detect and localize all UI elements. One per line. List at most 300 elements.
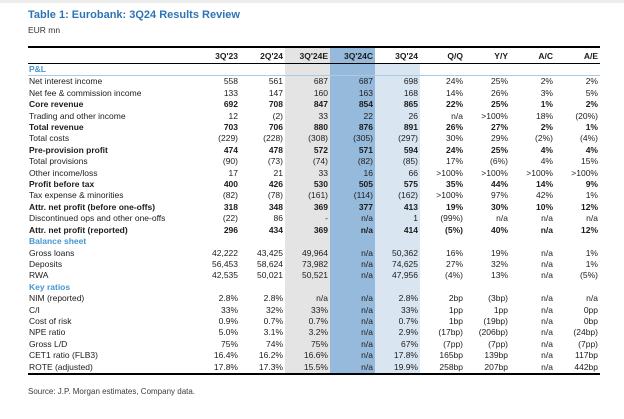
cell: n/a (330, 293, 375, 304)
cell: 687 (285, 76, 330, 88)
cell: n/a (541, 270, 553, 281)
cell: (78) (267, 190, 283, 201)
cell: 1 (375, 213, 420, 224)
cell: 1% (585, 122, 598, 133)
cell: 97% (490, 190, 508, 201)
cell: 3% (540, 87, 553, 98)
cell: (161) (285, 190, 330, 201)
cell: 165bp (439, 350, 463, 361)
cell: 0.7% (263, 315, 283, 326)
cell: 19% (445, 201, 463, 212)
table-row (28, 88, 600, 99)
cell: 891 (375, 122, 420, 133)
table-row (28, 339, 600, 350)
row-label: Net interest income (29, 76, 103, 87)
cell: (82) (330, 156, 375, 167)
cell: 42,222 (212, 247, 238, 258)
row-label: Discontinued ops and other one-offs (29, 213, 166, 224)
cell (555, 282, 600, 293)
cell: (82) (222, 190, 238, 201)
cell: 19% (490, 247, 508, 258)
cell (510, 282, 555, 293)
cell: 74,625 (375, 259, 420, 270)
cell: n/a (285, 293, 330, 304)
cell: (2%) (535, 133, 553, 144)
cell: 30% (490, 201, 508, 212)
row-label: Gross loans (29, 247, 75, 258)
row-label: Core revenue (29, 99, 84, 110)
cell: 12% (580, 201, 598, 212)
cell: 17 (228, 167, 238, 178)
cell (465, 64, 510, 76)
cell: n/a (330, 248, 375, 259)
cell: >100% (481, 167, 508, 178)
cell: 426 (268, 179, 283, 190)
cell: 348 (268, 201, 283, 212)
cell: 10% (535, 201, 553, 212)
cell: n/a (541, 293, 553, 304)
cell: - (285, 213, 330, 224)
cell: 50,021 (257, 270, 283, 281)
cell: 15% (580, 156, 598, 167)
cell: (22) (222, 213, 238, 224)
cell: 865 (375, 99, 420, 110)
cell: (6%) (490, 156, 508, 167)
cell: 0.7% (375, 316, 420, 327)
column-header: A/C (510, 47, 555, 64)
row-label: Total provisions (29, 156, 88, 167)
cell: 1% (585, 247, 598, 258)
row-label-header (28, 47, 195, 64)
table-row (28, 190, 600, 201)
cell: 168 (375, 88, 420, 99)
cell: 854 (330, 99, 375, 110)
cell: 2% (540, 76, 553, 87)
cell: 44% (490, 179, 508, 190)
table-row (28, 122, 600, 133)
cell: 16.2% (258, 350, 283, 361)
cell: n/a (541, 213, 553, 224)
row-label: Tax expense & minorities (29, 190, 124, 201)
cell: (297) (375, 133, 420, 144)
column-header: 3Q'24E (285, 47, 330, 64)
cell (465, 236, 510, 247)
cell: 847 (285, 99, 330, 110)
cell: n/a (541, 304, 553, 315)
cell: (3bp) (488, 293, 508, 304)
section-row (28, 64, 600, 76)
cell: 67% (375, 339, 420, 350)
cell: 17.8% (375, 350, 420, 361)
table-row (28, 179, 600, 190)
table-row (28, 111, 600, 122)
cell: 50,521 (285, 270, 330, 281)
cell: 0pp (583, 304, 598, 315)
report-table-panel (28, 9, 602, 396)
cell: >100% (436, 167, 463, 178)
cell: n/a (541, 258, 553, 269)
cell (555, 64, 600, 76)
cell: (85) (375, 156, 420, 167)
cell: >100% (571, 167, 598, 178)
cell: 17.8% (195, 362, 240, 374)
cell (420, 64, 465, 76)
cell: (5%) (580, 270, 598, 281)
cell: 117bp (574, 350, 598, 361)
cell: 2bp (448, 293, 463, 304)
cell: 400 (223, 179, 238, 190)
row-label: C/I (29, 304, 40, 315)
cell: 3.2% (285, 327, 330, 338)
row-label: P&L (28, 64, 195, 76)
column-header: A/E (555, 47, 600, 64)
cell: >100% (436, 190, 463, 201)
cell: n/a (586, 213, 598, 224)
cell: 27% (445, 258, 463, 269)
cell (285, 282, 330, 293)
cell: 25% (490, 99, 508, 110)
cell: 2.9% (375, 327, 420, 338)
row-label: ROTE (adjusted) (28, 362, 195, 374)
cell: 32% (490, 258, 508, 269)
cell: 17.3% (240, 362, 285, 374)
cell: (19bp) (483, 315, 508, 326)
cell: 558 (223, 76, 238, 87)
cell: 49,964 (285, 248, 330, 259)
cell: 2% (585, 76, 598, 87)
cell: 13% (490, 270, 508, 281)
window-top-strip (0, 0, 624, 3)
cell: 1pp (493, 304, 508, 315)
row-label: NIM (reported) (29, 293, 85, 304)
cell: 26% (445, 122, 463, 133)
cell: 687 (330, 76, 375, 88)
table-row (28, 305, 600, 316)
cell: 16.6% (285, 350, 330, 361)
cell (240, 282, 285, 293)
cell (195, 236, 240, 247)
cell: >100% (526, 167, 553, 178)
cell: 0bp (583, 315, 598, 326)
row-label: CET1 ratio (FLB3) (29, 350, 98, 361)
cell: 369 (285, 202, 330, 213)
cell: 1% (585, 190, 598, 201)
header-row (28, 47, 600, 64)
results-table (28, 46, 600, 375)
cell: 24% (445, 76, 463, 87)
table-row (28, 133, 600, 144)
cell: 33% (375, 305, 420, 316)
cell: n/a (330, 259, 375, 270)
table-row (28, 202, 600, 213)
cell: 50,362 (375, 248, 420, 259)
cell (240, 64, 285, 76)
cell: 0.9% (218, 315, 238, 326)
cell: 1% (540, 99, 553, 110)
cell: 25% (490, 144, 508, 155)
cell: (2) (272, 110, 283, 121)
cell: 33% (220, 304, 238, 315)
cell: 22 (330, 111, 375, 122)
row-label: RWA (29, 270, 49, 281)
cell: (24bp) (573, 327, 598, 338)
cell: 9% (585, 179, 598, 190)
cell: 47,956 (375, 270, 420, 281)
cell: n/a (586, 293, 598, 304)
row-label: Gross L/D (29, 338, 68, 349)
cell (330, 282, 375, 293)
cell: 3.1% (263, 327, 283, 338)
column-header: 2Q'24 (240, 47, 285, 64)
cell (240, 236, 285, 247)
cell: 2% (585, 99, 598, 110)
cell: 575 (375, 179, 420, 190)
cell: 708 (268, 99, 283, 110)
cell: >100% (481, 110, 508, 121)
cell: n/a (330, 316, 375, 327)
cell: 147 (268, 87, 283, 98)
cell: 876 (330, 122, 375, 133)
cell: (74) (285, 156, 330, 167)
cell: 42,535 (212, 270, 238, 281)
cell: 18% (535, 110, 553, 121)
table-row (28, 213, 600, 224)
cell: 0.7% (285, 316, 330, 327)
cell (420, 282, 465, 293)
table-row (28, 293, 600, 304)
cell: n/a (330, 270, 375, 281)
table-row (28, 145, 600, 156)
cell: (7pp) (443, 338, 463, 349)
cell: (4%) (580, 133, 598, 144)
cell: n/a (541, 327, 553, 338)
row-label: Cost of risk (29, 315, 72, 326)
cell: 1bp (448, 315, 463, 326)
cell: 2.8% (218, 293, 238, 304)
cell: (73) (267, 156, 283, 167)
table-row (28, 350, 600, 361)
table-row (28, 99, 600, 110)
cell: 12 (228, 110, 238, 121)
cell: 571 (330, 145, 375, 156)
cell: 32% (265, 304, 283, 315)
cell: (17bp) (438, 327, 463, 338)
cell: 74% (265, 338, 283, 349)
cell: n/a (330, 305, 375, 316)
cell: 478 (268, 144, 283, 155)
cell: 318 (223, 201, 238, 212)
cell: 27% (490, 122, 508, 133)
source-note: Source: J.P. Morgan estimates, Company data. (28, 386, 196, 396)
cell: (20%) (575, 110, 598, 121)
row-label: Balance sheet (29, 236, 87, 247)
cell: n/a (330, 350, 375, 361)
table-row (28, 168, 600, 179)
section-row (28, 282, 600, 293)
table-row (28, 316, 600, 327)
cell: n/a (330, 327, 375, 338)
cell (330, 64, 375, 76)
cell (375, 64, 420, 76)
cell: 163 (330, 88, 375, 99)
cell: (308) (285, 133, 330, 144)
table-row (28, 259, 600, 270)
cell: 26% (490, 87, 508, 98)
cell: (7pp) (488, 338, 508, 349)
column-header: Q/Q (420, 47, 465, 64)
cell: 16.4% (213, 350, 238, 361)
cell: 572 (285, 145, 330, 156)
results-table-body (28, 64, 600, 374)
cell: 42% (535, 190, 553, 201)
cell: 4% (540, 144, 553, 155)
cell: 442bp (555, 362, 600, 374)
cell: 698 (375, 76, 420, 88)
cell: 35% (445, 179, 463, 190)
cell: 14% (535, 179, 553, 190)
cell: (4%) (445, 270, 463, 281)
cell: 12% (580, 224, 598, 235)
cell: 5.0% (218, 327, 238, 338)
cell: 4% (585, 144, 598, 155)
cell: 33 (285, 168, 330, 179)
cell: n/a (330, 225, 375, 236)
row-label: Total costs (29, 133, 70, 144)
cell (510, 64, 555, 76)
cell: 2.8% (263, 293, 283, 304)
cell: (305) (330, 133, 375, 144)
cell: 258bp (420, 362, 465, 374)
column-header: 3Q'24 (375, 47, 420, 64)
cell: n/a (451, 110, 463, 121)
column-header: Y/Y (465, 47, 510, 64)
cell: 413 (375, 202, 420, 213)
cell (285, 236, 330, 247)
cell (195, 282, 240, 293)
cell: n/a (330, 213, 375, 224)
cell (375, 236, 420, 247)
cell: 139bp (484, 350, 508, 361)
cell: (99%) (440, 213, 463, 224)
cell: 29% (490, 133, 508, 144)
cell: 30% (445, 133, 463, 144)
cell: 40% (490, 224, 508, 235)
cell: 86 (273, 213, 283, 224)
cell: 505 (330, 179, 375, 190)
cell: 530 (285, 179, 330, 190)
cell: 207bp (465, 362, 510, 374)
cell: 594 (375, 145, 420, 156)
cell: n/a (540, 224, 553, 235)
cell: 75% (220, 338, 238, 349)
cell: 703 (223, 122, 238, 133)
row-label: Deposits (29, 258, 63, 269)
cell: n/a (541, 350, 553, 361)
cell: 21 (273, 167, 283, 178)
cell: 25% (490, 76, 508, 87)
cell: 75% (285, 339, 330, 350)
cell: 4% (540, 156, 553, 167)
cell: 414 (375, 225, 420, 236)
cell (465, 282, 510, 293)
cell: 133 (223, 87, 238, 98)
row-label: Pre-provision profit (29, 144, 108, 155)
cell: 5% (585, 87, 598, 98)
cell: (7pp) (578, 338, 598, 349)
cell: 66 (375, 168, 420, 179)
row-label: Trading and other income (29, 110, 126, 121)
cell: 33 (285, 111, 330, 122)
cell: 160 (285, 88, 330, 99)
row-label: Attr. net profit (reported) (29, 224, 128, 235)
cell (555, 236, 600, 247)
row-label: Total revenue (29, 122, 84, 133)
cell (510, 236, 555, 247)
cell (375, 282, 420, 293)
table-row (28, 225, 600, 236)
cell: 43,425 (257, 247, 283, 258)
cell: 56,453 (212, 258, 238, 269)
cell: 26 (375, 111, 420, 122)
cell: 16 (330, 168, 375, 179)
table-row (28, 248, 600, 259)
cell (195, 64, 240, 76)
row-label: Attr. net profit (before one-offs) (29, 201, 156, 212)
cell: 561 (268, 76, 283, 87)
results-table-head (28, 47, 600, 64)
cell: 880 (285, 122, 330, 133)
cell: n/a (510, 362, 555, 374)
cell: 1% (585, 258, 598, 269)
cell: (5%) (445, 224, 463, 235)
cell: 17% (445, 156, 463, 167)
column-header: 3Q'24C (330, 47, 375, 64)
cell: n/a (541, 338, 553, 349)
row-label: Net fee & commission income (29, 87, 142, 98)
cell: 73,982 (285, 259, 330, 270)
cell: 16% (445, 247, 463, 258)
cell: n/a (541, 247, 553, 258)
cell: n/a (330, 362, 375, 374)
cell: 369 (285, 225, 330, 236)
row-label: Profit before tax (29, 179, 95, 190)
cell (330, 236, 375, 247)
cell: 19.9% (375, 362, 420, 374)
table-title: Table 1: Eurobank: 3Q24 Results Review (28, 9, 240, 21)
cell: (228) (263, 133, 283, 144)
cell (420, 236, 465, 247)
table-row (28, 362, 600, 374)
row-label: Key ratios (29, 281, 71, 292)
cell: 2.8% (375, 293, 420, 304)
cell: (229) (218, 133, 238, 144)
cell: 22% (445, 99, 463, 110)
cell: 692 (223, 99, 238, 110)
row-label: Other income/loss (29, 167, 98, 178)
cell: 2% (540, 122, 553, 133)
table-row (28, 156, 600, 167)
cell: 474 (223, 144, 238, 155)
cell: n/a (496, 213, 508, 224)
cell (285, 64, 330, 76)
cell: 706 (268, 122, 283, 133)
table-row (28, 76, 600, 88)
section-row (28, 236, 600, 247)
cell: (114) (330, 190, 375, 201)
table-row (28, 270, 600, 281)
table-units-label: EUR mn (28, 25, 61, 35)
cell: (206bp) (478, 327, 508, 338)
